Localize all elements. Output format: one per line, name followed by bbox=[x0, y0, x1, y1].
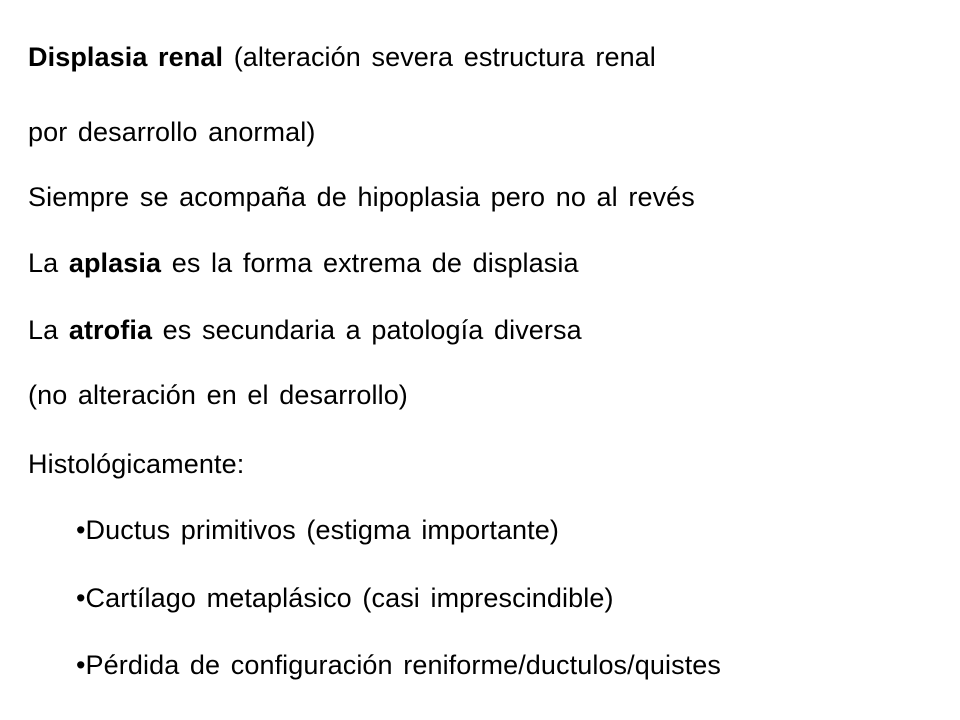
line-hipoplasia: Siempre se acompaña de hipoplasia pero no al revés bbox=[28, 182, 695, 212]
line-aplasia-pre: La bbox=[28, 248, 69, 278]
term-displasia-renal: Displasia renal bbox=[28, 42, 224, 72]
line-displasia-renal bbox=[28, 40, 656, 74]
line-displasia-renal-text: (alteración severa estructura renal bbox=[223, 42, 656, 72]
line-aplasia bbox=[28, 246, 579, 280]
line-aplasia-post: es la forma extrema de displasia bbox=[161, 248, 579, 278]
term-aplasia: aplasia bbox=[68, 248, 162, 278]
bullet-perdida-configuracion: •Pérdida de configuración reniforme/ductulos/quistes bbox=[76, 650, 722, 680]
line-atrofia-post: es secundaria a patología diversa bbox=[152, 315, 582, 345]
line-atrofia bbox=[28, 313, 582, 347]
line-no-alteracion: (no alteración en el desarrollo) bbox=[28, 380, 408, 410]
bullet-ductus-primitivos: •Ductus primitivos (estigma importante) bbox=[76, 515, 559, 545]
line-desarrollo-anormal: por desarrollo anormal) bbox=[28, 117, 316, 147]
bullet-cartilago-metaplasico: •Cartílago metaplásico (casi imprescindible) bbox=[76, 583, 614, 613]
line-histologicamente: Histológicamente: bbox=[28, 449, 245, 479]
line-atrofia-pre: La bbox=[28, 315, 69, 345]
term-atrofia: atrofia bbox=[68, 315, 153, 345]
